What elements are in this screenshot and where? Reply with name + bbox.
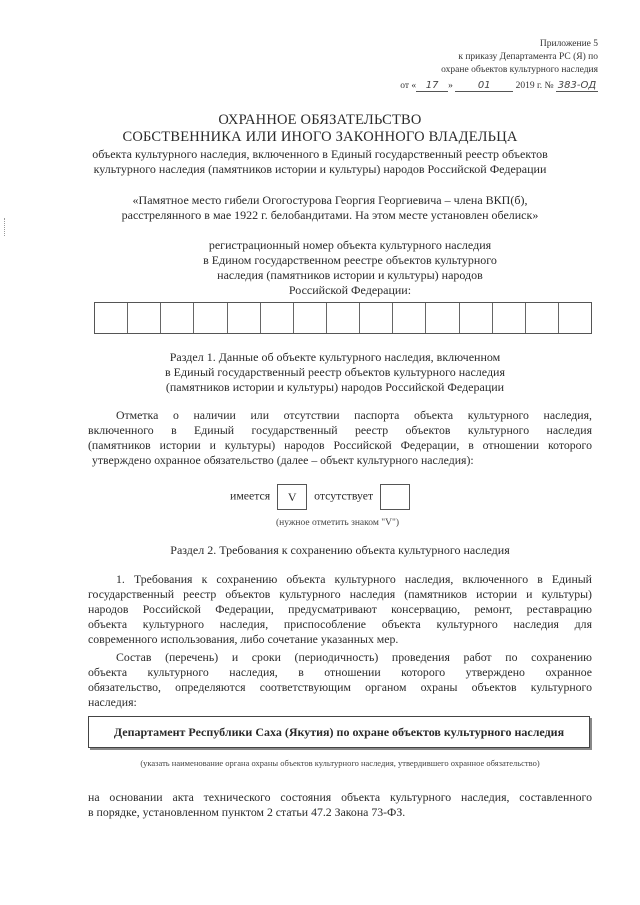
absent-label: отсутствует: [314, 488, 374, 503]
registration-number-boxes: [94, 302, 592, 334]
para2-line: Состав (перечень) и сроки (периодичность) проведения работ по сохранению: [116, 650, 592, 664]
para1-line: народов Российской Федерации, предусматривают консервацию, ремонт, реставрацию: [88, 602, 592, 616]
para1-line: объекта культурного наследия, приспособление объекта культурного наследия для: [88, 617, 592, 631]
reg-cell: [95, 303, 128, 333]
passport-line: (памятников истории и культуры) народов Российской Федерации, в отношении которого: [88, 438, 592, 452]
appendix-line: охране объектов культурного наследия: [441, 65, 598, 75]
appendix-date: [400, 80, 598, 92]
basis-text: [88, 790, 592, 820]
has-label: имеется: [230, 488, 271, 503]
registration-line: Российской Федерации:: [288, 283, 412, 297]
registration-line: регистрационный номер объекта культурного наследия: [208, 238, 492, 252]
date-year: 2019 г. №: [515, 81, 554, 91]
reg-cell: [360, 303, 393, 333]
object-name-line1: «Памятное место гибели Огогостурова Георгия Георгиевича – члена ВКП(б),: [132, 193, 528, 207]
section2-para1: [88, 572, 592, 647]
reg-cell: [526, 303, 559, 333]
reg-cell: [393, 303, 426, 333]
doc-subtitle-line2: культурного наследия (памятников истории и культуры) народов Российской Федерации: [93, 162, 547, 176]
date-day: 17: [416, 80, 448, 92]
doc-subtitle-line1: объекта культурного наследия, включенного в Единый государственный реестр объектов: [92, 147, 548, 161]
section1-line: Раздел 1. Данные об объекте культурного наследия, включенном: [169, 350, 501, 364]
appendix-line: к приказу Департамента РС (Я) по: [458, 52, 598, 62]
passport-line: включенного в Единый государственный реестр объектов культурного наследия: [88, 423, 592, 437]
reg-cell: [128, 303, 161, 333]
date-number: 383-ОД: [557, 80, 597, 91]
reg-cell: [161, 303, 194, 333]
passport-text: [88, 408, 592, 468]
registration-line: наследия (памятников истории и культуры) народов: [217, 268, 483, 282]
section2-title: Раздел 2. Требования к сохранению объекта культурного наследия: [170, 543, 510, 557]
appendix-block: [441, 38, 598, 77]
registration-label: [150, 238, 550, 298]
section2-para2: [88, 650, 592, 710]
section1-line: (памятников истории и культуры) народов Российской Федерации: [165, 380, 505, 394]
para1-line: современного использования, либо сочетание указанных мер.: [88, 632, 399, 646]
object-name-line2: расстрелянного в мае 1922 г. белобандитами. На этом месте установлен обелиск»: [121, 208, 539, 222]
passport-line: Отметка о наличии или отсутствии паспорта объекта культурного наследия,: [116, 408, 592, 422]
reg-cell: [327, 303, 360, 333]
organ-note: (указать наименование органа охраны объектов культурного наследия, утвердившего охранное обязательство): [140, 758, 540, 768]
margin-mark: [4, 218, 8, 236]
reg-cell: [194, 303, 227, 333]
reg-cell: [228, 303, 261, 333]
doc-title-line1: ОХРАННОЕ ОБЯЗАТЕЛЬСТВО: [218, 112, 422, 128]
reg-cell: [559, 303, 591, 333]
para2-line: наследия:: [88, 695, 137, 709]
basis-line: в порядке, установленном пунктом 2 статьи 47.2 Закона 73-ФЗ.: [88, 805, 406, 819]
passport-choice: [230, 484, 410, 510]
para1-line: государственный реестр объектов культурного наследия (памятников истории и культуры): [88, 587, 592, 601]
para2-line: объекта культурного наследия, в отношении которого утверждено охранное: [88, 665, 592, 679]
reg-cell: [294, 303, 327, 333]
passport-line: утверждено охранное обязательство (далее – объект культурного наследия):: [92, 453, 474, 467]
date-mid: »: [448, 81, 453, 91]
reg-cell: [261, 303, 294, 333]
para1-line: 1. Требования к сохранению объекта культурного наследия, включенного в Единый: [116, 572, 592, 586]
basis-line: на основании акта технического состояния объекта культурного наследия, составленного: [88, 790, 592, 804]
mark-note: (нужное отметить знаком "V"): [276, 518, 399, 528]
para2-line: обязательство, определяются соответствующим органом охраны объектов культурного: [88, 680, 592, 694]
doc-title-line2: СОБСТВЕННИКА ИЛИ ИНОГО ЗАКОННОГО ВЛАДЕЛЬЦА: [122, 129, 518, 145]
appendix-line: Приложение 5: [539, 39, 598, 49]
date-month: 01: [455, 80, 513, 92]
date-prefix: от «: [400, 81, 417, 91]
section1-title: [100, 350, 570, 395]
absent-checkbox[interactable]: [380, 484, 410, 510]
section1-line: в Единый государственный реестр объектов культурного наследия: [165, 365, 505, 379]
has-checkbox[interactable]: V: [277, 484, 307, 510]
reg-cell: [460, 303, 493, 333]
protection-organ-box: Департамент Республики Саха (Якутия) по охране объектов культурного наследия: [88, 716, 590, 748]
reg-cell: [493, 303, 526, 333]
reg-cell: [426, 303, 459, 333]
registration-line: в Едином государственном реестре объектов культурного: [203, 253, 497, 267]
